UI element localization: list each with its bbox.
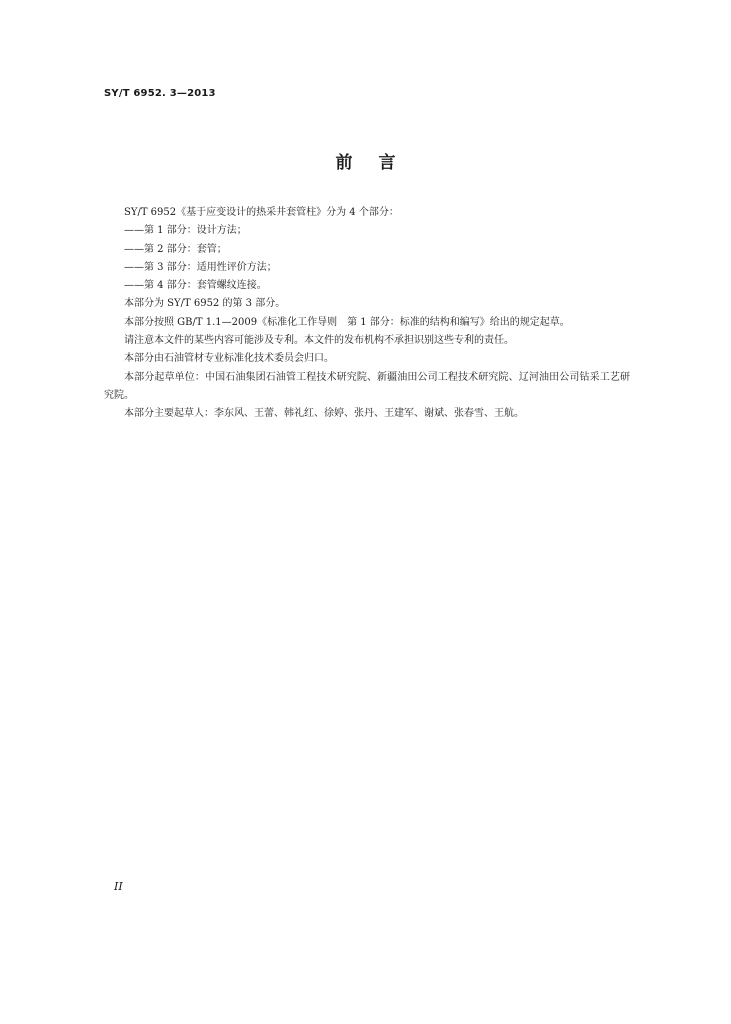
patent-notice-paragraph: 请注意本文件的某些内容可能涉及专利。本文件的发布机构不承担识别这些专利的责任。: [124, 335, 514, 347]
part-list-item: ——第 4 部分：套管螺纹连接。: [124, 280, 267, 292]
intro-paragraph: SY/T 6952《基于应变设计的热采井套管柱》分为 4 个部分：: [124, 207, 399, 218]
drafters-paragraph: 本部分主要起草人：李东风、王蕾、韩礼红、徐婷、张丹、王建军、谢斌、张春雪、王航。: [124, 408, 524, 420]
page-number: II: [114, 880, 123, 893]
part-list-item: ——第 3 部分：适用性评价方法；: [124, 261, 277, 273]
committee-paragraph: 本部分由石油管材专业标准化技术委员会归口。: [124, 353, 334, 365]
part-list-item: ——第 1 部分：设计方法；: [124, 225, 247, 237]
drafting-rules-paragraph: 本部分按照 GB/T 1.1—2009《标准化工作导则 第 1 部分：标准的结构和编写》给出的规定起草。: [124, 316, 570, 328]
drafting-units-paragraph: 本部分起草单位：中国石油集团石油管工程技术研究院、新疆油田公司工程技术研究院、辽河油田公司钻采工艺研究院。: [104, 371, 630, 401]
standard-code: SY/T 6952. 3—2013: [104, 88, 216, 99]
part-number-paragraph: 本部分为 SY/T 6952 的第 3 部分。: [124, 298, 286, 310]
foreword-body: [104, 204, 630, 424]
part-list-item: ——第 2 部分：套管；: [124, 243, 227, 255]
page-title: 前言: [335, 153, 422, 173]
